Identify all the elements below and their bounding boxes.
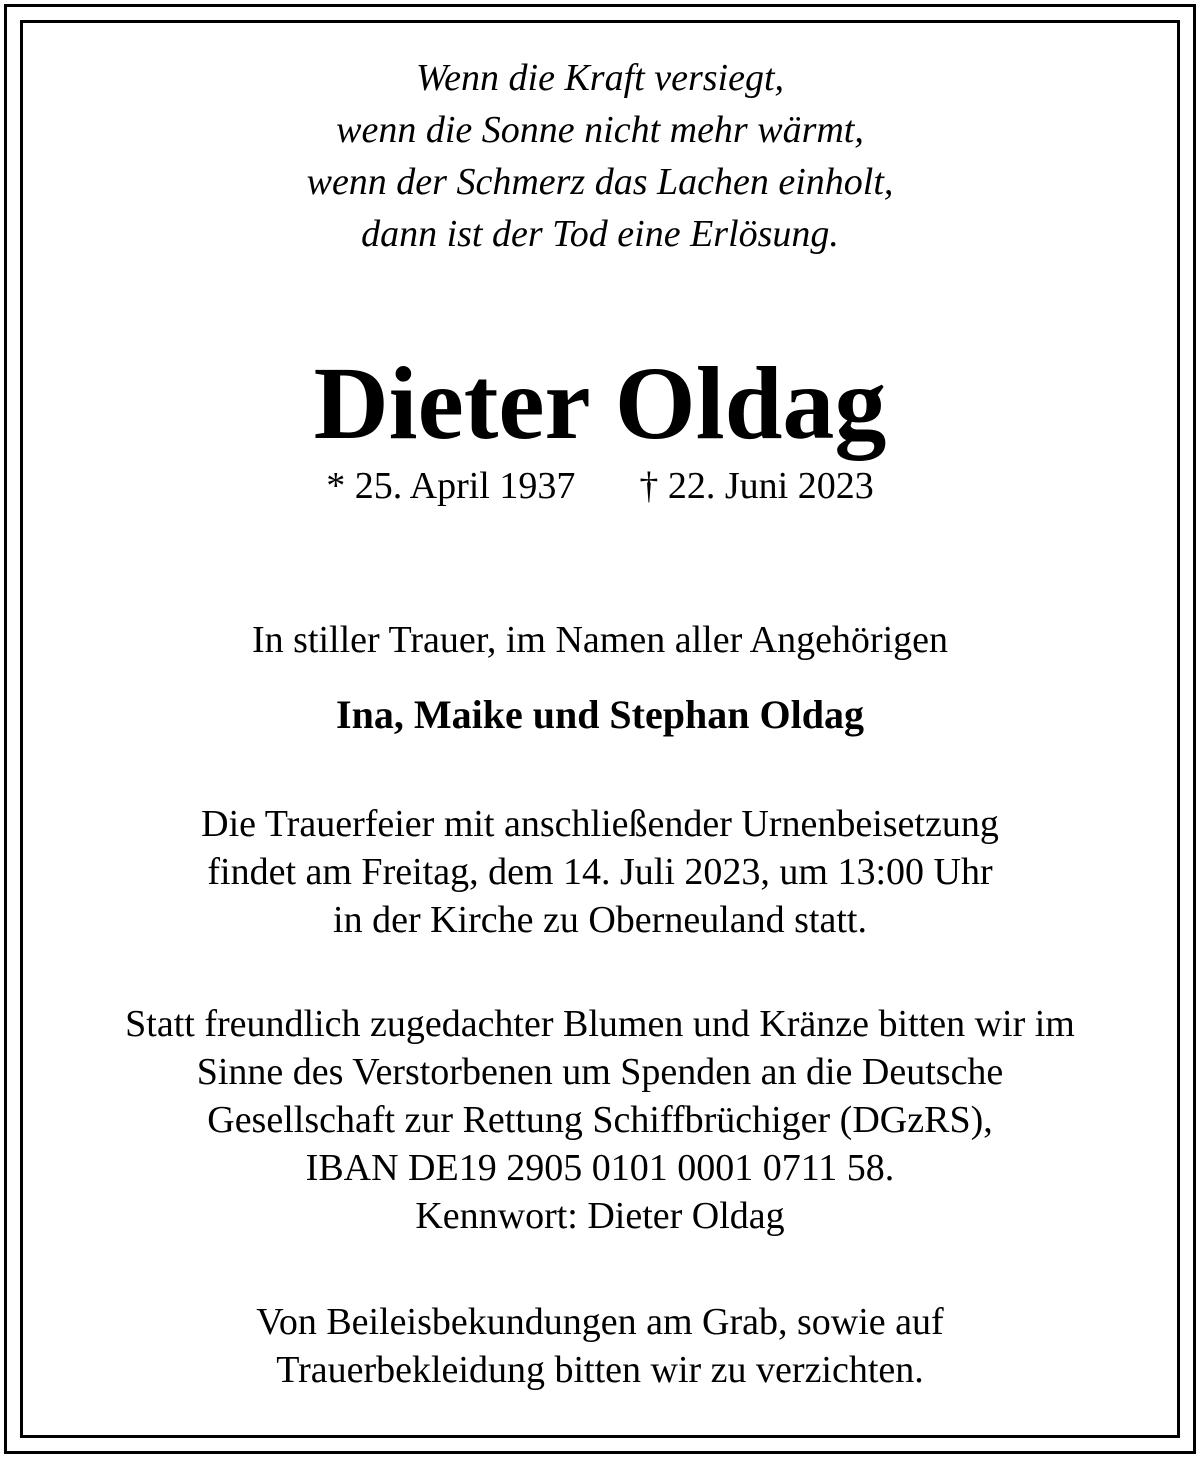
donation-line: Sinne des Verstorbenen um Spenden an die Deutsche [196, 1051, 1004, 1093]
funeral-line: Die Trauerfeier mit anschließender Urnenbeisetzung [201, 803, 999, 845]
donation-request [0, 1000, 1200, 1240]
poem-line: wenn die Sonne nicht mehr wärmt, [336, 109, 864, 151]
funeral-line: findet am Freitag, dem 14. Juli 2023, um 13:00 Uhr [207, 851, 993, 893]
donation-line: Gesellschaft zur Rettung Schiffbrüchiger (DGzRS), [207, 1099, 993, 1141]
life-dates [0, 462, 1200, 510]
donation-iban: IBAN DE19 2905 0101 0001 0711 58. [305, 1147, 895, 1189]
poem [0, 52, 1200, 260]
funeral-line: in der Kirche zu Oberneuland statt. [333, 899, 867, 941]
poem-line: wenn der Schmerz das Lachen einholt, [306, 161, 894, 203]
deceased-name: Dieter Oldag [313, 346, 887, 461]
family-names: Ina, Maike und Stephan Oldag [336, 692, 864, 737]
donation-line: Statt freundlich zugedachter Blumen und Kränze bitten wir im [125, 1003, 1075, 1045]
poem-line: Wenn die Kraft versiegt, [416, 57, 784, 99]
death-date: † 22. Juni 2023 [639, 465, 874, 507]
funeral-info [0, 800, 1200, 944]
birth-date: * 25. April 1937 [326, 465, 576, 507]
condolence-note [0, 1298, 1200, 1394]
donation-keyword: Kennwort: Dieter Oldag [415, 1195, 785, 1237]
condolence-line: Trauerbekleidung bitten wir zu verzichten. [276, 1349, 924, 1391]
condolence-line: Von Beileisbekundungen am Grab, sowie auf [256, 1301, 944, 1343]
poem-line: dann ist der Tod eine Erlösung. [361, 213, 839, 255]
mourning-intro: In stiller Trauer, im Namen aller Angehörigen [251, 619, 949, 661]
